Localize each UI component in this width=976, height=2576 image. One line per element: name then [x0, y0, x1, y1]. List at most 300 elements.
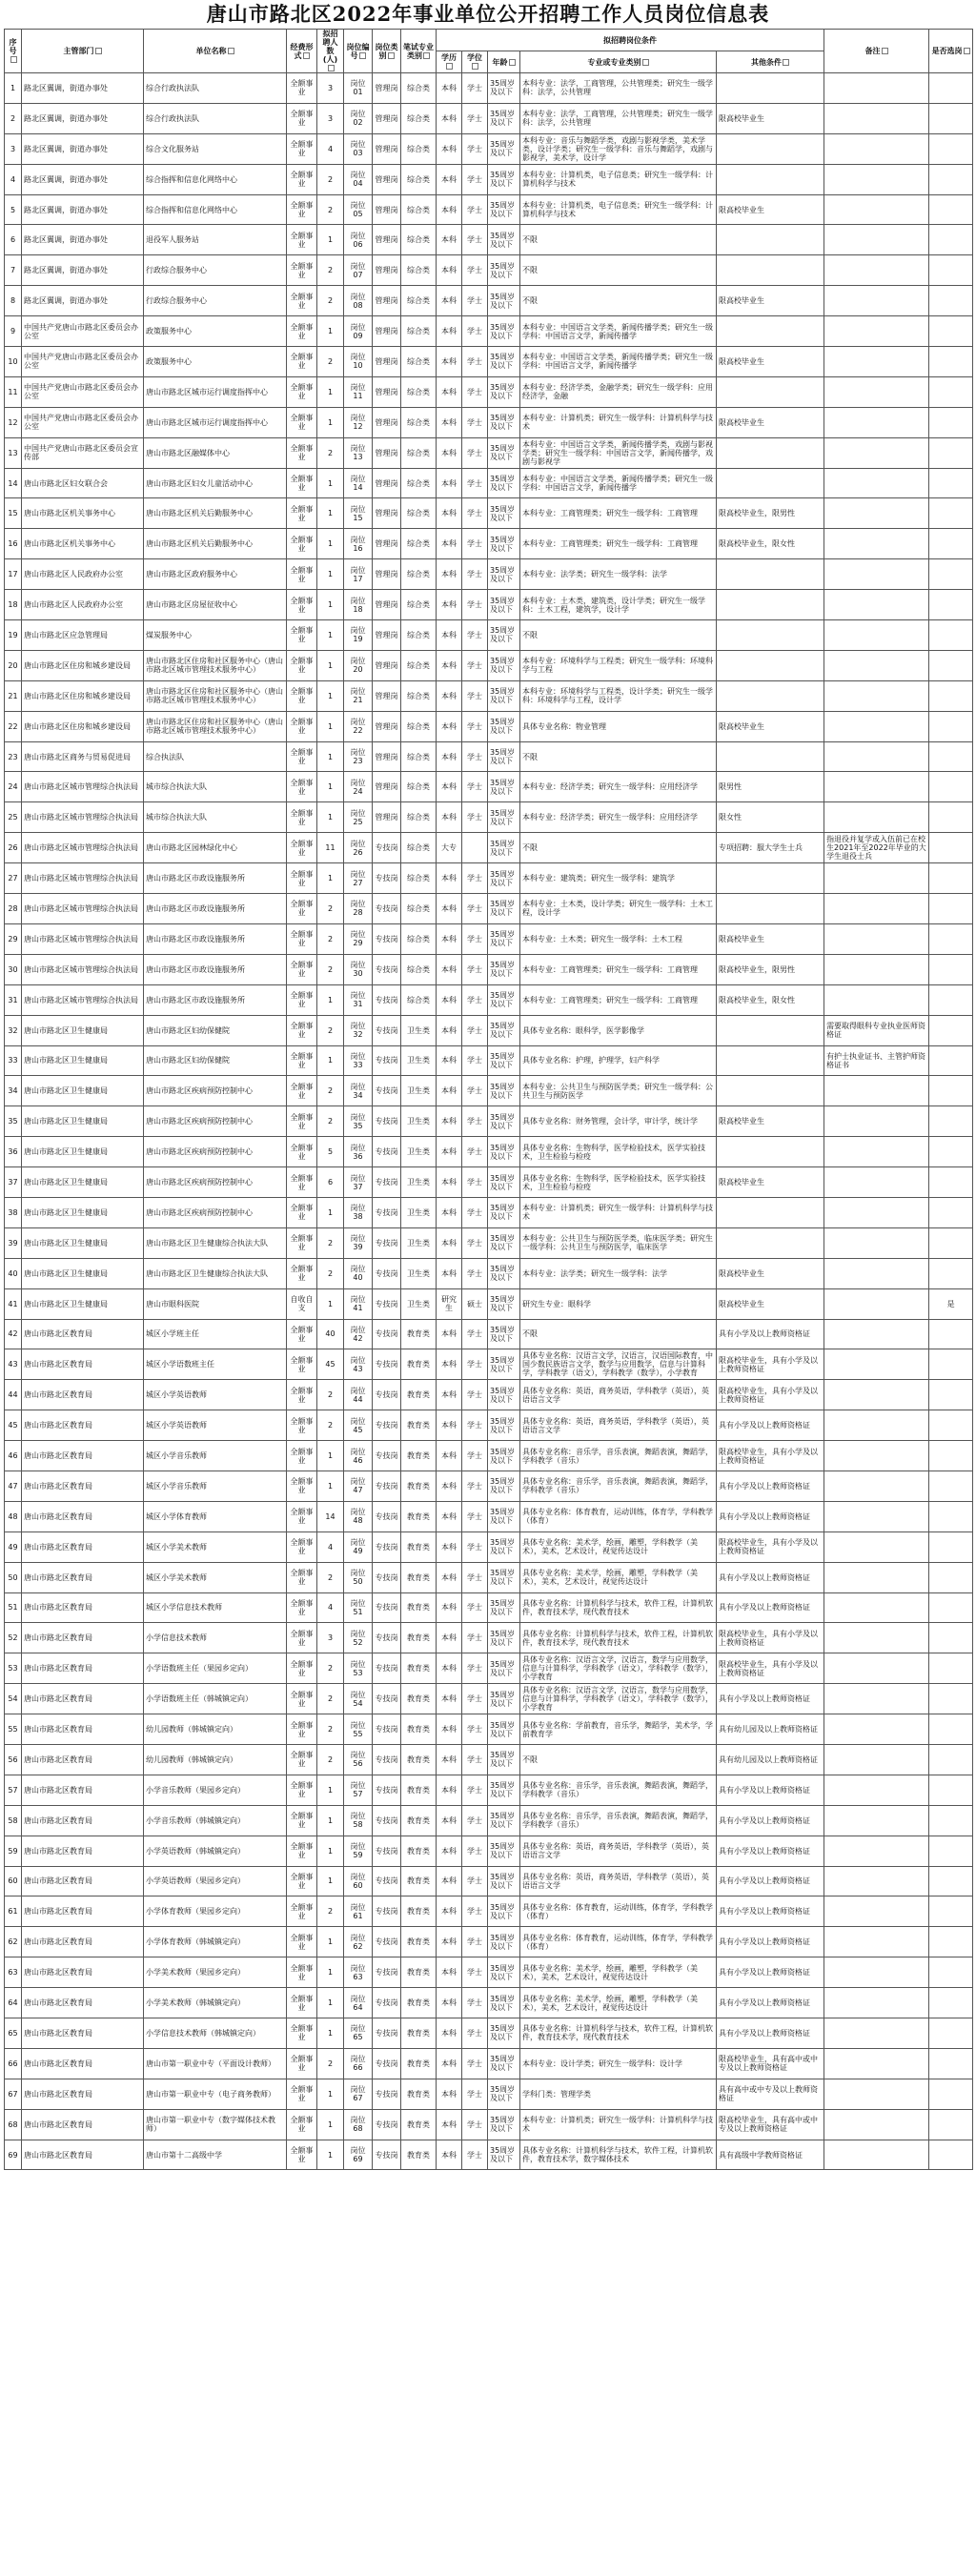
cell-cat: 专技岗	[373, 1957, 401, 1988]
cell-deg: 学士	[462, 894, 488, 924]
cell-unit: 小学英语教师（果园乡定向）	[144, 1866, 287, 1897]
cell-remark	[824, 711, 929, 741]
cell-age: 35周岁及以下	[488, 2140, 520, 2170]
cell-cat: 专技岗	[373, 1531, 401, 1562]
col-code[interactable]: 岗位编号	[344, 30, 373, 73]
cell-nature: 全额事业	[287, 1045, 317, 1076]
cell-iv	[929, 1866, 973, 1897]
table-row	[5, 498, 973, 529]
cell-edu: 本科	[437, 73, 462, 104]
cell-remark	[824, 1167, 929, 1198]
filter-icon[interactable]	[303, 52, 310, 59]
cell-unit: 小学信息技术教师（韩城镇定向）	[144, 2018, 287, 2049]
cell-age: 35周岁及以下	[488, 1319, 520, 1349]
cell-cat: 专技岗	[373, 2048, 401, 2079]
cell-deg: 学士	[462, 1319, 488, 1349]
cell-age: 35周岁及以下	[488, 437, 520, 468]
cell-exam: 综合类	[401, 923, 437, 954]
cell-other: 具有小学及以上教师资格证	[717, 1562, 824, 1592]
cell-nature: 全额事业	[287, 863, 317, 894]
cell-iv	[929, 650, 973, 680]
cell-deg: 学士	[462, 1775, 488, 1805]
cell-code: 岗位47	[344, 1471, 373, 1501]
filter-icon[interactable]	[472, 63, 478, 70]
cell-deg: 学士	[462, 1653, 488, 1684]
cell-remark	[824, 1988, 929, 2018]
cell-code: 岗位18	[344, 590, 373, 620]
cell-nature: 全额事业	[287, 620, 317, 651]
col-unit[interactable]: 单位名称	[144, 30, 287, 73]
cell-cat: 专技岗	[373, 1015, 401, 1045]
cell-nature: 全额事业	[287, 1836, 317, 1866]
cell-code: 岗位04	[344, 164, 373, 194]
cell-major: 具体专业名称：美术学，绘画，雕塑，学科教学（美术），美术，艺术设计，视觉传达设计	[520, 1988, 717, 2018]
cell-other: 具有小学及以上教师资格证	[717, 1471, 824, 1501]
cell-count: 1	[317, 1957, 344, 1988]
cell-dept: 路北区翼调，街道办事处	[22, 73, 144, 104]
cell-nature: 全额事业	[287, 1775, 317, 1805]
filter-icon[interactable]	[228, 48, 234, 54]
cell-code: 岗位23	[344, 741, 373, 772]
filter-icon[interactable]	[964, 48, 970, 54]
cell-remark	[824, 1349, 929, 1380]
cell-remark	[824, 1137, 929, 1167]
cell-nature: 全额事业	[287, 1653, 317, 1684]
cell-unit: 唐山市路北区住房和社区服务中心（唐山市路北区城市管理技术服务中心）	[144, 680, 287, 711]
col-remark[interactable]: 备注	[824, 30, 929, 73]
col-nature[interactable]: 经费形式	[287, 30, 317, 73]
cell-other	[717, 164, 824, 194]
cell-dept: 唐山市路北区卫生健康局	[22, 1197, 144, 1227]
filter-icon[interactable]	[95, 48, 102, 54]
cell-edu: 本科	[437, 376, 462, 407]
cell-exam: 教育类	[401, 2018, 437, 2049]
cell-count: 1	[317, 468, 344, 498]
filter-icon[interactable]	[509, 59, 516, 66]
cell-other: 限高校毕业生	[717, 347, 824, 377]
cell-seq: 30	[5, 954, 22, 984]
cell-seq: 8	[5, 286, 22, 316]
cell-seq: 37	[5, 1167, 22, 1198]
cell-edu: 本科	[437, 1197, 462, 1227]
cell-exam: 卫生类	[401, 1288, 437, 1319]
cell-nature: 全额事业	[287, 316, 317, 347]
cell-dept: 唐山市路北区城市管理综合执法局	[22, 863, 144, 894]
cell-seq: 38	[5, 1197, 22, 1227]
cell-seq: 62	[5, 1927, 22, 1957]
table-row	[5, 1137, 973, 1167]
cell-dept: 唐山市路北区城市管理综合执法局	[22, 954, 144, 984]
cell-remark	[824, 1957, 929, 1988]
table-row	[5, 680, 973, 711]
cell-major: 具体专业名称：音乐学，音乐表演，舞蹈表演，舞蹈学，学科教学（音乐）	[520, 1471, 717, 1501]
cell-major: 本科专业：土木类，设计学类；研究生一级学科：土木工程，设计学	[520, 894, 717, 924]
cell-other: 具有小学及以上教师资格证	[717, 1805, 824, 1836]
cell-exam: 综合类	[401, 164, 437, 194]
cell-deg: 学士	[462, 407, 488, 437]
cell-seq: 4	[5, 164, 22, 194]
cell-count: 2	[317, 1410, 344, 1441]
cell-code: 岗位28	[344, 894, 373, 924]
cell-remark	[824, 1927, 929, 1957]
cell-unit: 城区小学语数班主任	[144, 1349, 287, 1380]
cell-age: 35周岁及以下	[488, 741, 520, 772]
cell-code: 岗位59	[344, 1836, 373, 1866]
col-edu[interactable]: 学历	[437, 51, 462, 73]
cell-unit: 唐山市路北区市政设施服务所	[144, 923, 287, 954]
cell-exam: 教育类	[401, 2048, 437, 2079]
cell-code: 岗位50	[344, 1562, 373, 1592]
cell-count: 1	[317, 376, 344, 407]
cell-edu: 本科	[437, 2109, 462, 2140]
cell-edu: 本科	[437, 194, 462, 225]
cell-major: 本科专业：音乐与舞蹈学类，戏剧与影视学类，美术学类，设计学类；研究生一级学科：音乐与舞蹈学，戏剧与影视学，美术学，设计学	[520, 133, 717, 164]
cell-exam: 综合类	[401, 225, 437, 255]
cell-major: 不限	[520, 286, 717, 316]
cell-count: 2	[317, 1897, 344, 1927]
cell-edu: 本科	[437, 1592, 462, 1623]
filter-icon[interactable]	[328, 65, 335, 71]
cell-exam: 综合类	[401, 802, 437, 833]
cell-dept: 唐山市路北区教育局	[22, 1410, 144, 1441]
filter-icon[interactable]	[10, 56, 17, 63]
cell-edu: 本科	[437, 863, 462, 894]
cell-iv	[929, 194, 973, 225]
cell-age: 35周岁及以下	[488, 1137, 520, 1167]
cell-seq: 64	[5, 1988, 22, 2018]
cell-iv	[929, 2109, 973, 2140]
cell-exam: 综合类	[401, 103, 437, 133]
cell-remark	[824, 1653, 929, 1684]
cell-dept: 唐山市路北区教育局	[22, 1927, 144, 1957]
cell-other: 限高校毕业生，具有高中或中专及以上教师资格证	[717, 2109, 824, 2140]
cell-seq: 49	[5, 1531, 22, 1562]
col-category[interactable]: 岗位类别	[373, 30, 401, 73]
cell-major: 本科专业：法学类；研究生一级学科：法学	[520, 559, 717, 590]
cell-edu: 本科	[437, 1836, 462, 1866]
cell-exam: 卫生类	[401, 1167, 437, 1198]
cell-cat: 管理岗	[373, 802, 401, 833]
cell-nature: 全额事业	[287, 1562, 317, 1592]
cell-exam: 卫生类	[401, 1106, 437, 1137]
cell-major: 具体专业名称：计算机科学与技术，软件工程，计算机软件，教育技术学，现代教育技术	[520, 1623, 717, 1653]
cell-cat: 专技岗	[373, 863, 401, 894]
cell-cat: 专技岗	[373, 1744, 401, 1775]
cell-count: 1	[317, 498, 344, 529]
cell-dept: 唐山市路北区教育局	[22, 1319, 144, 1349]
filter-icon[interactable]	[423, 52, 430, 59]
cell-dept: 中国共产党唐山市路北区委员会办公室	[22, 347, 144, 377]
cell-iv	[929, 1076, 973, 1106]
cell-nature: 全额事业	[287, 2079, 317, 2109]
cell-deg: 学士	[462, 559, 488, 590]
col-count[interactable]: 拟招聘人数(人)	[317, 30, 344, 73]
cell-major: 本科专业：工商管理类；研究生一级学科：工商管理	[520, 498, 717, 529]
cell-deg: 学士	[462, 1349, 488, 1380]
cell-deg: 学士	[462, 1897, 488, 1927]
cell-dept: 唐山市路北区人民政府办公室	[22, 590, 144, 620]
cell-dept: 唐山市路北区住房和城乡建设局	[22, 711, 144, 741]
cell-nature: 自收自支	[287, 1288, 317, 1319]
cell-deg: 学士	[462, 590, 488, 620]
cell-nature: 全额事业	[287, 1988, 317, 2018]
cell-other: 限高校毕业生	[717, 1258, 824, 1288]
cell-nature: 全额事业	[287, 1319, 317, 1349]
cell-edu: 本科	[437, 1410, 462, 1441]
cell-unit: 小学语数班主任（果园乡定向）	[144, 1653, 287, 1684]
filter-icon[interactable]	[642, 59, 649, 66]
cell-dept: 唐山市路北区教育局	[22, 1441, 144, 1471]
cell-unit: 小学美术教师（果园乡定向）	[144, 1957, 287, 1988]
cell-dept: 唐山市路北区教育局	[22, 1957, 144, 1988]
cell-age: 35周岁及以下	[488, 923, 520, 954]
cell-unit: 城区小学班主任	[144, 1319, 287, 1349]
cell-code: 岗位13	[344, 437, 373, 468]
cell-seq: 43	[5, 1349, 22, 1380]
cell-nature: 全额事业	[287, 255, 317, 286]
cell-code: 岗位52	[344, 1623, 373, 1653]
cell-cat: 专技岗	[373, 1227, 401, 1258]
cell-deg: 学士	[462, 1167, 488, 1198]
cell-exam: 教育类	[401, 1836, 437, 1866]
filter-icon[interactable]	[446, 63, 453, 70]
cell-iv	[929, 954, 973, 984]
cell-major: 具体专业名称：汉语言文学，汉语言，汉语国际教育，中国少数民族语言文学，数学与应用数学，信息与计算科学，学科教学（语文），学科教学（数学），小学教育	[520, 1349, 717, 1380]
cell-remark	[824, 863, 929, 894]
cell-age: 35周岁及以下	[488, 1380, 520, 1410]
cell-other: 具有小学及以上教师资格证	[717, 1592, 824, 1623]
cell-exam: 教育类	[401, 1957, 437, 1988]
table-row	[5, 1258, 973, 1288]
cell-iv	[929, 1531, 973, 1562]
col-other[interactable]: 其他条件	[717, 51, 824, 73]
cell-cat: 管理岗	[373, 286, 401, 316]
cell-deg: 学士	[462, 1531, 488, 1562]
cell-iv	[929, 1744, 973, 1775]
cell-other: 具有小学及以上教师资格证	[717, 1410, 824, 1441]
col-age[interactable]: 年龄	[488, 51, 520, 73]
cell-dept: 唐山市路北区教育局	[22, 1592, 144, 1623]
cell-iv	[929, 498, 973, 529]
cell-exam: 综合类	[401, 559, 437, 590]
cell-exam: 教育类	[401, 1684, 437, 1714]
cell-age: 35周岁及以下	[488, 1258, 520, 1288]
cell-other: 限女性	[717, 802, 824, 833]
cell-nature: 全额事业	[287, 1167, 317, 1198]
cell-cat: 管理岗	[373, 620, 401, 651]
page-title: 唐山市路北区2022年事业单位公开招聘工作人员岗位信息表	[206, 2, 770, 26]
cell-nature: 全额事业	[287, 407, 317, 437]
cell-edu: 本科	[437, 1227, 462, 1258]
cell-iv	[929, 863, 973, 894]
cell-code: 岗位11	[344, 376, 373, 407]
cell-remark	[824, 894, 929, 924]
filter-icon[interactable]	[388, 52, 395, 59]
cell-nature: 全额事业	[287, 468, 317, 498]
cell-code: 岗位45	[344, 1410, 373, 1441]
cell-count: 1	[317, 1775, 344, 1805]
cell-cat: 专技岗	[373, 1866, 401, 1897]
cell-unit: 唐山市路北区市政设施服务所	[144, 954, 287, 984]
cell-edu: 本科	[437, 1167, 462, 1198]
cell-other	[717, 894, 824, 924]
cell-unit: 小学体育教师（韩城镇定向）	[144, 1927, 287, 1957]
cell-code: 岗位27	[344, 863, 373, 894]
cell-count: 1	[317, 1866, 344, 1897]
cell-seq: 69	[5, 2140, 22, 2170]
cell-deg: 学士	[462, 1380, 488, 1410]
col-dept[interactable]: 主管部门	[22, 30, 144, 73]
col-conditions: 拟招聘岗位条件	[437, 30, 824, 51]
cell-cat: 管理岗	[373, 316, 401, 347]
cell-other: 限高校毕业生，限男性	[717, 954, 824, 984]
cell-major: 具体专业名称：英语，商务英语，学科教学（英语），英语语言文学	[520, 1866, 717, 1897]
cell-edu: 本科	[437, 711, 462, 741]
cell-major: 本科专业：环境科学与工程类；研究生一级学科：环境科学与工程	[520, 650, 717, 680]
cell-seq: 29	[5, 923, 22, 954]
cell-remark	[824, 1501, 929, 1531]
cell-exam: 综合类	[401, 680, 437, 711]
cell-iv	[929, 923, 973, 954]
cell-remark	[824, 1623, 929, 1653]
filter-icon[interactable]	[359, 52, 366, 59]
cell-edu: 本科	[437, 164, 462, 194]
cell-remark	[824, 1897, 929, 1927]
cell-code: 岗位38	[344, 1197, 373, 1227]
cell-major: 本科专业：计算机类；研究生一级学科：计算机科学与技术	[520, 407, 717, 437]
table-row	[5, 1927, 973, 1957]
table-row	[5, 1744, 973, 1775]
cell-edu: 本科	[437, 437, 462, 468]
col-degree[interactable]: 学位	[462, 51, 488, 73]
cell-deg: 学士	[462, 1866, 488, 1897]
cell-major: 具体专业名称：美术学，绘画，雕塑，学科教学（美术），美术，艺术设计，视觉传达设计	[520, 1531, 717, 1562]
cell-major: 具体专业名称：计算机科学与技术，软件工程，计算机软件，教育技术学，现代教育技术	[520, 1592, 717, 1623]
cell-cat: 管理岗	[373, 194, 401, 225]
cell-cat: 专技岗	[373, 1167, 401, 1198]
cell-seq: 9	[5, 316, 22, 347]
cell-seq: 23	[5, 741, 22, 772]
cell-code: 岗位44	[344, 1380, 373, 1410]
cell-edu: 本科	[437, 772, 462, 802]
cell-age: 35周岁及以下	[488, 2079, 520, 2109]
cell-edu: 本科	[437, 1927, 462, 1957]
cell-code: 岗位58	[344, 1805, 373, 1836]
cell-deg: 学士	[462, 2079, 488, 2109]
cell-age: 35周岁及以下	[488, 1227, 520, 1258]
cell-edu: 本科	[437, 1653, 462, 1684]
filter-icon[interactable]	[882, 48, 888, 54]
cell-exam: 教育类	[401, 1531, 437, 1562]
cell-cat: 专技岗	[373, 1805, 401, 1836]
cell-nature: 全额事业	[287, 1106, 317, 1137]
table-row	[5, 1015, 973, 1045]
cell-dept: 唐山市路北区卫生健康局	[22, 1288, 144, 1319]
cell-exam: 卫生类	[401, 1227, 437, 1258]
table-row	[5, 1562, 973, 1592]
cell-unit: 唐山市路北区妇女儿童活动中心	[144, 468, 287, 498]
col-exam[interactable]: 笔试专业类别	[401, 30, 437, 73]
cell-cat: 专技岗	[373, 1684, 401, 1714]
cell-exam: 卫生类	[401, 1137, 437, 1167]
cell-code: 岗位06	[344, 225, 373, 255]
col-seq[interactable]: 序号	[5, 30, 22, 73]
cell-exam: 综合类	[401, 529, 437, 559]
cell-code: 岗位08	[344, 286, 373, 316]
cell-dept: 唐山市路北区城市管理综合执法局	[22, 833, 144, 863]
cell-deg: 学士	[462, 1258, 488, 1288]
cell-nature: 全额事业	[287, 73, 317, 104]
cell-deg: 学士	[462, 1106, 488, 1137]
cell-count: 2	[317, 1684, 344, 1714]
cell-dept: 唐山市路北区教育局	[22, 1988, 144, 2018]
cell-nature: 全额事业	[287, 437, 317, 468]
cell-exam: 综合类	[401, 437, 437, 468]
cell-age: 35周岁及以下	[488, 984, 520, 1015]
cell-age: 35周岁及以下	[488, 1927, 520, 1957]
cell-seq: 67	[5, 2079, 22, 2109]
cell-remark	[824, 316, 929, 347]
cell-iv	[929, 1380, 973, 1410]
cell-seq: 46	[5, 1441, 22, 1471]
cell-count: 1	[317, 316, 344, 347]
cell-age: 35周岁及以下	[488, 1471, 520, 1501]
cell-cat: 管理岗	[373, 103, 401, 133]
cell-nature: 全额事业	[287, 802, 317, 833]
cell-major: 本科专业：公共卫生与预防医学类，临床医学类；研究生一级学科：公共卫生与预防医学，临床医学	[520, 1227, 717, 1258]
cell-edu: 本科	[437, 1714, 462, 1745]
cell-cat: 专技岗	[373, 1045, 401, 1076]
cell-nature: 全额事业	[287, 1441, 317, 1471]
cell-deg: 学士	[462, 1927, 488, 1957]
cell-cat: 管理岗	[373, 347, 401, 377]
cell-cat: 专技岗	[373, 1197, 401, 1227]
cell-cat: 管理岗	[373, 437, 401, 468]
cell-deg: 学士	[462, 73, 488, 104]
cell-major: 本科专业：中国语言文学类，新闻传播学类；研究生一级学科：中国语言文学，新闻传播学	[520, 468, 717, 498]
cell-deg: 学士	[462, 2018, 488, 2049]
cell-unit: 煤炭服务中心	[144, 620, 287, 651]
cell-age: 35周岁及以下	[488, 2018, 520, 2049]
cell-edu: 本科	[437, 894, 462, 924]
cell-exam: 综合类	[401, 833, 437, 863]
table-row	[5, 1988, 973, 2018]
cell-seq: 13	[5, 437, 22, 468]
cell-cat: 专技岗	[373, 1471, 401, 1501]
cell-remark	[824, 1258, 929, 1288]
filter-icon[interactable]	[783, 59, 789, 66]
cell-seq: 16	[5, 529, 22, 559]
cell-seq: 6	[5, 225, 22, 255]
col-interview[interactable]: 是否选岗	[929, 30, 973, 73]
cell-iv	[929, 711, 973, 741]
cell-unit: 唐山市第一职业中专（平面设计教师）	[144, 2048, 287, 2079]
cell-nature: 全额事业	[287, 650, 317, 680]
col-major[interactable]: 专业或专业类别	[520, 51, 717, 73]
cell-count: 5	[317, 1137, 344, 1167]
cell-age: 35周岁及以下	[488, 164, 520, 194]
cell-dept: 中国共产党唐山市路北区委员会办公室	[22, 376, 144, 407]
cell-age: 35周岁及以下	[488, 1623, 520, 1653]
table-row	[5, 1106, 973, 1137]
cell-unit: 小学美术教师（韩城镇定向）	[144, 1988, 287, 2018]
cell-nature: 全额事业	[287, 103, 317, 133]
cell-cat: 专技岗	[373, 1897, 401, 1927]
cell-edu: 本科	[437, 1137, 462, 1167]
table-row	[5, 1441, 973, 1471]
cell-dept: 唐山市路北区卫生健康局	[22, 1015, 144, 1045]
cell-dept: 唐山市路北区卫生健康局	[22, 1167, 144, 1198]
